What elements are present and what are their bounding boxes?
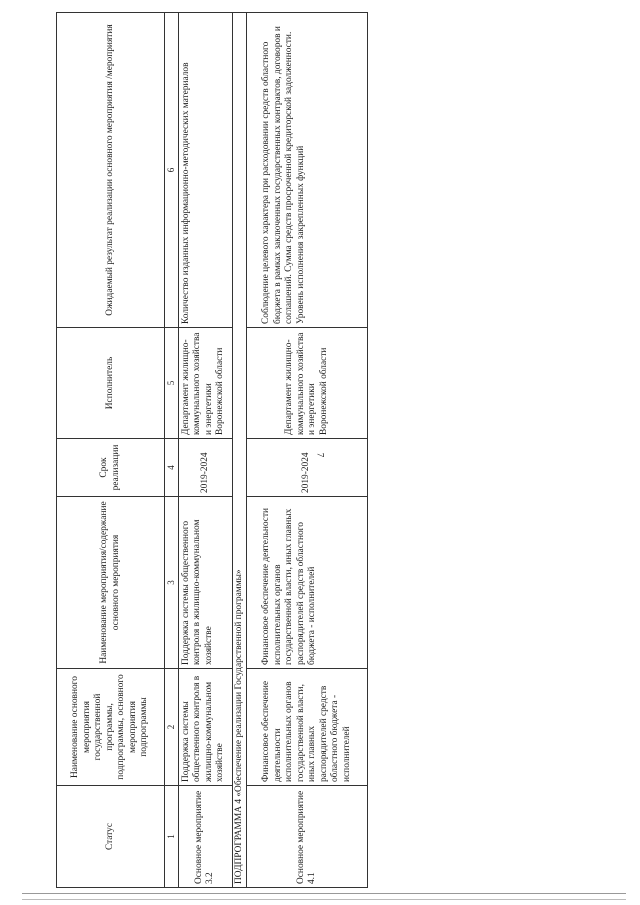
header-activity-content: Наименование мероприятия/содержание основного мероприятия bbox=[57, 497, 165, 669]
row-executor: Департамент жилищно-коммунального хозяйства и энергетики Воронежской области bbox=[247, 328, 368, 439]
scan-edge-line bbox=[22, 899, 626, 900]
subprogram-title: ПОДПРОГРАММА 4 «Обеспечение реализации Государственной программы» bbox=[232, 13, 246, 888]
table-header-row bbox=[57, 13, 165, 888]
header-expected-result: Ожидаемый результат реализации основного мероприятия /мероприятия bbox=[57, 13, 165, 328]
row-content: Поддержка системы общественного контроля в жилищно-коммунальном хозяйстве bbox=[178, 497, 232, 669]
header-status: Статус bbox=[57, 786, 165, 888]
row-term: 2019-2024 bbox=[178, 439, 232, 497]
row-result: Количество изданных информационно-методических материалов bbox=[178, 13, 232, 328]
scan-edge-line bbox=[22, 893, 626, 894]
row-content: Финансовое обеспечение деятельности исполнительных органов государственной власти, иных главных распорядителей средств областного бюджета - исполнителей bbox=[247, 497, 368, 669]
row-status: Основное мероприятие 4.1 bbox=[247, 786, 368, 888]
row-status: Основное мероприятие 3.2 bbox=[178, 786, 232, 888]
column-number: 2 bbox=[165, 669, 179, 786]
column-number: 4 bbox=[165, 439, 179, 497]
table-number-row bbox=[165, 13, 179, 888]
row-term: 2019-2024 bbox=[247, 439, 368, 497]
activities-table bbox=[56, 12, 368, 888]
rotated-table bbox=[56, 13, 368, 888]
row-name: Финансовое обеспечение деятельности исполнительных органов государственной власти, иных главных распорядителей средств областного бюджета - исполнителей bbox=[247, 669, 368, 786]
column-number: 5 bbox=[165, 328, 179, 439]
column-number: 6 bbox=[165, 13, 179, 328]
column-number: 3 bbox=[165, 497, 179, 669]
subprogram-row bbox=[232, 13, 246, 888]
row-name: Поддержка системы общественного контроля в жилищно-коммунальном хозяйстве bbox=[178, 669, 232, 786]
header-term: Срок реализации bbox=[57, 439, 165, 497]
rotated-table-wrapper bbox=[56, 13, 368, 888]
row-executor: Департамент жилищно-коммунального хозяйства и энергетики Воронежской области bbox=[178, 328, 232, 439]
page-number: 7 bbox=[315, 452, 326, 458]
header-main-activity-name: Наименование основного мероприятия государственной программы, подпрограммы, основного мероприятия подпрограммы bbox=[57, 669, 165, 786]
column-number: 1 bbox=[165, 786, 179, 888]
table-row bbox=[178, 13, 232, 888]
table-row bbox=[247, 13, 368, 888]
header-executor: Исполнитель bbox=[57, 328, 165, 439]
row-result: Соблюдение целевого характера при расходовании средств областного бюджета в рамках заключенных государственных контрактов, договоров и соглашений. Сумма средств просроченной кредиторской задолженности. Уровень исполнения закрепленных функций bbox=[247, 13, 368, 328]
